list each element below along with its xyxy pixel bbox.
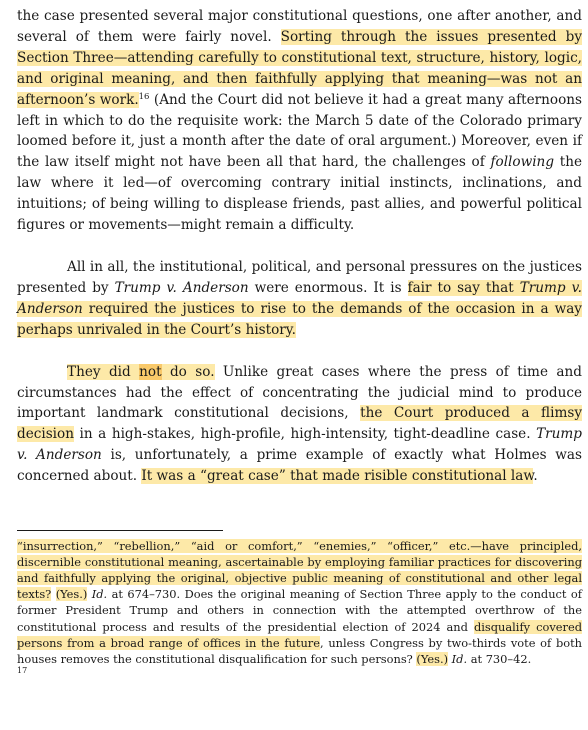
text-span: the case presented several major constitutional questions, one after another, and several of them were fairly novel. (17, 8, 582, 45)
text-span: (And the Court did not believe it had a great many afternoons left in which to do the requisite work: the March 5 date of the Colorado primary loomed before it, just a month after the date of oral argument.) Moreover, even if the law itself might not have been all that hard, the challenges of (17, 91, 582, 171)
document-page (17, 6, 582, 675)
highlight-disqualify[interactable]: disqualify covered persons from a broad range of offices in the future (17, 619, 582, 650)
paragraph-1 (17, 6, 582, 236)
text-span: All in all, the institutional, political, and personal pressures on the justices presented by (17, 258, 582, 296)
citation-id: Id. (91, 587, 108, 602)
highlight-yes-1[interactable]: (Yes.) (55, 587, 88, 602)
case-name: Trump v. Anderson (114, 279, 249, 296)
text-span: at 674–730. Does the original meaning of Section Three apply to the conduct of former President Trump and others in connection with the attempted overthrow of the constitutional process and results of the presidential election of 2024 and (17, 587, 582, 634)
footnote-ref-16[interactable]: 16 (138, 91, 150, 102)
case-name: Trump v. Anderson (17, 279, 582, 317)
highlight-sorting-issues[interactable]: Sorting through the issues presented by Section Three—attending carefully to constitutional text, structure, history, logic, and original meaning, and then faithfully applying that meaning—was not an afternoon’s work. (17, 28, 582, 108)
highlight-great-case[interactable]: It was a “great case” that made risible constitutional law (141, 468, 534, 485)
highlight-footnote-question[interactable]: “insurrection,” “rebellion,” “aid or comfort,” “enemies,” “officer,” etc.—have principled, discernible constitutional meaning, ascertainable by employing familiar practices for discovering and faithfully applying the original, objective public meaning of constitutional and other legal texts? (17, 539, 582, 602)
paragraph-3 (17, 362, 582, 487)
highlight-not: not (139, 363, 162, 380)
highlight-they-did-not[interactable]: They did not do so. (67, 363, 215, 380)
text-span: were enormous. It is (248, 279, 408, 296)
emphasis-following: following (490, 154, 555, 171)
text-span: the law where it led—of overcoming contrary initial instincts, inclinations, and intuitions; of being willing to displease friends, past allies, and powerful political figures or movements—might remain a difficulty. (17, 154, 582, 234)
paragraph-2 (17, 257, 582, 341)
highlight-flimsy-decision[interactable]: the Court produced a flimsy decision (17, 405, 582, 443)
text-span: in a high-stakes, high-profile, high-intensity, tight-deadline case. (73, 426, 537, 443)
text-span: . (533, 468, 538, 485)
highlight-yes-2[interactable]: (Yes.) (416, 651, 449, 666)
text-span: is, unfortunately, a prime example of exactly what Holmes was concerned about. (17, 447, 582, 485)
text-span: , unless Congress by two-thirds vote of both houses removes the constitutional disqualification for such persons? (17, 635, 583, 666)
footnote-text (17, 538, 582, 667)
next-footnote-marker: 17 (17, 665, 28, 675)
highlight-fair-to-say[interactable]: fair to say that Trump v. Anderson required the justices to rise to the demands of the occasion in a way perhaps unrivaled in the Court’s history. (17, 279, 582, 338)
text-span: Unlike great cases where the press of time and circumstances had the effect of concentrating the judicial mind to produce important landmark constitutional decisions, (17, 363, 582, 422)
case-name: Trump v. Anderson (17, 426, 582, 464)
footnote-divider (17, 530, 223, 531)
citation-id: Id. (451, 651, 468, 666)
text-span: at 730–42. (467, 651, 532, 666)
